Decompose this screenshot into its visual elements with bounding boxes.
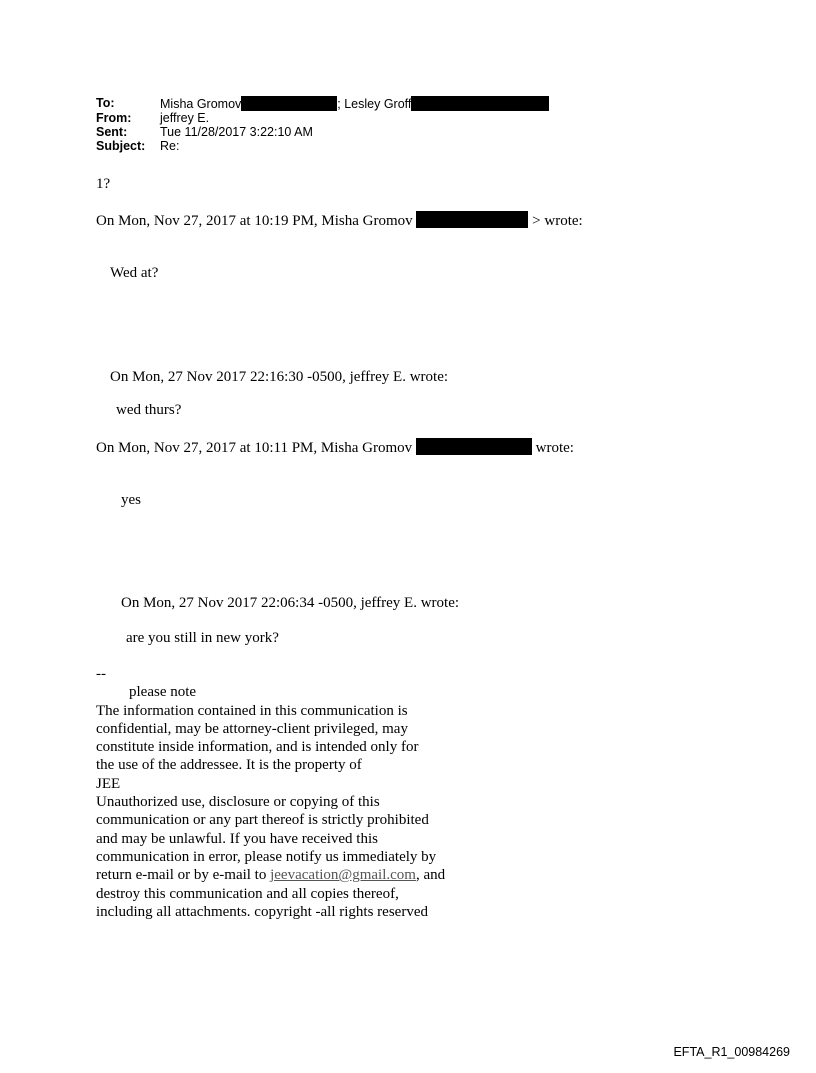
disclaimer-line: the use of the addressee. It is the property of — [96, 757, 362, 774]
quote-attribution-suffix: > wrote: — [532, 213, 583, 229]
disclaimer-note: please note — [129, 684, 197, 701]
to-separator: ; Lesley Groff — [337, 96, 412, 111]
sent-label: Sent: — [96, 125, 128, 139]
quote-attribution — [96, 438, 574, 457]
quote-attribution-suffix: wrote: — [535, 440, 574, 456]
quote-attribution — [96, 211, 583, 230]
sent-row — [96, 125, 549, 139]
redaction-block — [411, 96, 549, 111]
disclaimer-line: Unauthorized use, disclosure or copying of this — [96, 794, 380, 811]
to-name-1: Misha Gromov — [160, 96, 242, 111]
message-body: Wed at? — [110, 265, 159, 281]
message-body: wed thurs? — [116, 402, 182, 418]
subject-label: Subject: — [96, 139, 146, 153]
disclaimer-line-suffix: , and — [415, 867, 446, 884]
disclaimer-line: JEE — [96, 775, 121, 792]
disclaimer-line: constitute inside information, and is intended only for — [96, 739, 419, 756]
from-value: jeffrey E. — [160, 111, 210, 125]
signature-disclaimer — [96, 665, 445, 921]
subject-value: Re: — [160, 139, 180, 153]
signature-separator: -- — [96, 666, 106, 682]
disclaimer-line-prefix: return e-mail or by e-mail to — [96, 867, 267, 884]
disclaimer-line: confidential, may be attorney-client privileged, may — [96, 720, 408, 737]
disclaimer-line: communication in error, please notify us immediately by — [96, 848, 437, 865]
quote-attribution-text: On Mon, Nov 27, 2017 at 10:11 PM, Misha Gromov — [96, 440, 413, 456]
disclaimer-line: The information contained in this communication is — [96, 702, 408, 719]
message-body: yes — [121, 492, 141, 508]
to-row — [96, 96, 549, 111]
sent-value: Tue 11/28/2017 3:22:10 AM — [160, 125, 313, 139]
to-label: To: — [96, 96, 115, 110]
disclaimer-line: and may be unlawful. If you have received this — [96, 830, 378, 847]
quote-attribution: On Mon, 27 Nov 2017 22:16:30 -0500, jeffrey E. wrote: — [110, 369, 449, 385]
from-label: From: — [96, 111, 132, 125]
document-id: EFTA_R1_00984269 — [673, 1045, 790, 1059]
subject-row — [96, 139, 549, 153]
email-header — [96, 96, 549, 153]
disclaimer-line: destroy this communication and all copies thereof, — [96, 885, 399, 902]
disclaimer-line: including all attachments. copyright -all rights reserved — [96, 903, 428, 920]
quote-attribution-text: On Mon, Nov 27, 2017 at 10:19 PM, Misha Gromov — [96, 213, 413, 229]
redaction-block — [416, 438, 532, 455]
quote-attribution: On Mon, 27 Nov 2017 22:06:34 -0500, jeffrey E. wrote: — [121, 595, 460, 611]
disclaimer-line — [96, 866, 445, 884]
redaction-block — [416, 211, 528, 228]
message-body: are you still in new york? — [126, 630, 279, 646]
email-link[interactable]: jeevacation@gmail.com — [270, 867, 416, 884]
message-body: 1? — [96, 176, 111, 192]
disclaimer-line: communication or any part thereof is strictly prohibited — [96, 812, 429, 829]
from-row — [96, 111, 549, 125]
redaction-block — [241, 96, 337, 111]
